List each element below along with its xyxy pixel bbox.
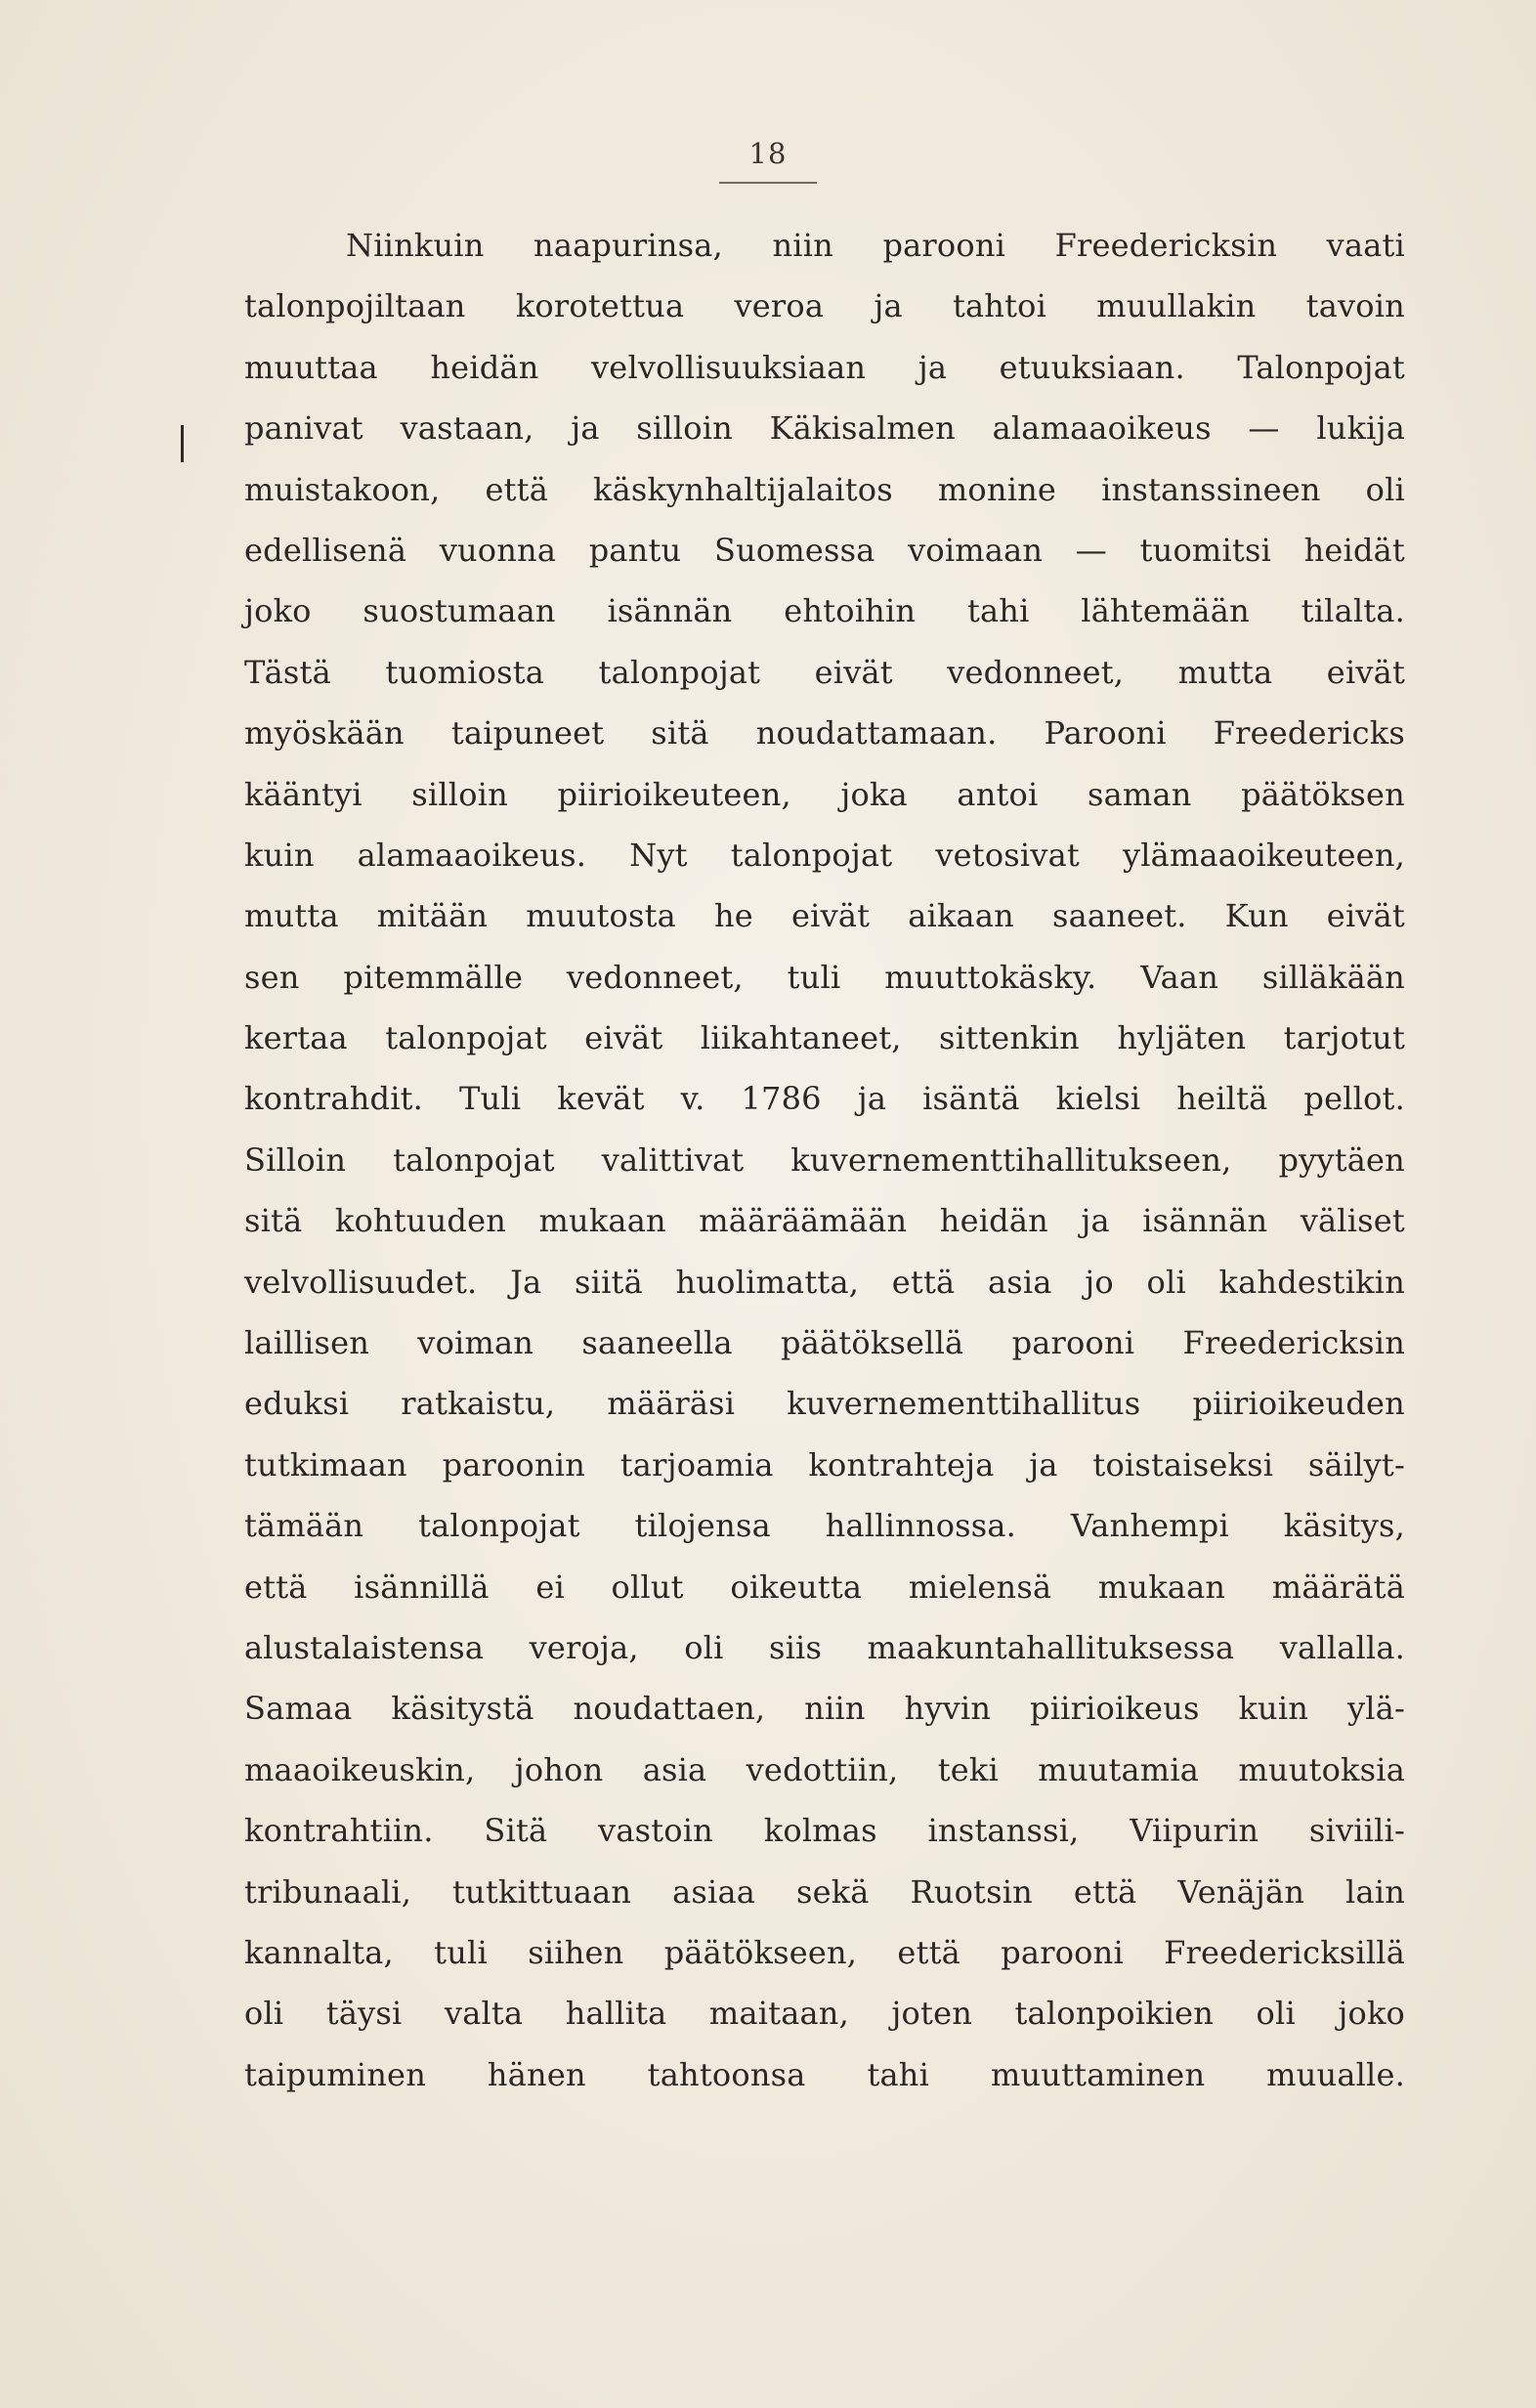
text-line: tämään talonpojat tilojensa hallinnossa. Vanhempi käsitys, (244, 1507, 1405, 1545)
text-line: Tästä tuomiosta talonpojat eivät vedonneet, mutta eivät (244, 653, 1405, 691)
text-line: kuin alamaaoikeus. Nyt talonpojat vetosivat ylämaaoikeuteen, (244, 836, 1405, 874)
text-line: tribunaali, tutkittuaan asiaa sekä Ruotsin että Venäjän lain (244, 1872, 1405, 1911)
text-line: kontrahtiin. Sitä vastoin kolmas instanssi, Viipurin siviili- (244, 1812, 1405, 1850)
body-text (244, 215, 1405, 2105)
text-line: velvollisuudet. Ja siitä huolimatta, että asia jo oli kahdestikin (244, 1263, 1405, 1301)
text-line: mutta mitään muutosta he eivät aikaan saaneet. Kun eivät (244, 897, 1405, 935)
text-line: kannalta, tuli siihen päätökseen, että parooni Freedericksillä (244, 1933, 1405, 1971)
text-line: muuttaa heidän velvollisuuksiaan ja etuuksiaan. Talonpojat (244, 348, 1405, 386)
text-line: sitä kohtuuden mukaan määräämään heidän ja isännän väliset (244, 1202, 1405, 1240)
text-line: myöskään taipuneet sitä noudattamaan. Parooni Freedericks (244, 714, 1405, 752)
page-number: 18 (748, 137, 788, 170)
text-line: kertaa talonpojat eivät liikahtaneet, sittenkin hyljäten tarjotut (244, 1019, 1405, 1057)
text-line: Silloin talonpojat valittivat kuvernementtihallitukseen, pyytäen (244, 1140, 1405, 1179)
page-number-rule (719, 182, 817, 184)
text-line: maaoikeuskin, johon asia vedottiin, teki muutamia muutoksia (244, 1750, 1405, 1788)
text-line: laillisen voiman saaneella päätöksellä parooni Freedericksin (244, 1324, 1405, 1362)
text-line: että isännillä ei ollut oikeutta mielensä mukaan määrätä (244, 1568, 1405, 1606)
text-line: tutkimaan paroonin tarjoamia kontrahteja ja toistaiseksi säilyt- (244, 1445, 1405, 1484)
text-line: eduksi ratkaistu, määräsi kuvernementtihallitus piirioikeuden (244, 1385, 1405, 1423)
text-line: edellisenä vuonna pantu Suomessa voimaan — tuomitsi heidät (244, 531, 1405, 569)
text-line: kontrahdit. Tuli kevät v. 1786 ja isäntä kielsi heiltä pellot. (244, 1080, 1405, 1118)
text-line: sen pitemmälle vedonneet, tuli muuttokäsky. Vaan silläkään (244, 958, 1405, 996)
text-line: talonpojiltaan korotettua veroa ja tahtoi muullakin tavoin (244, 287, 1405, 325)
text-line: kääntyi silloin piirioikeuteen, joka antoi saman päätöksen (244, 775, 1405, 813)
text-line: Niinkuin naapurinsa, niin parooni Freedericksin vaati (346, 227, 1405, 264)
text-line: taipuminen hänen tahtoonsa tahi muuttaminen muualle. (244, 2055, 1405, 2093)
text-line: alustalaistensa veroja, oli siis maakuntahallituksessa vallalla. (244, 1628, 1405, 1666)
text-line: oli täysi valta hallita maitaan, joten talonpoikien oli joko (244, 1995, 1405, 2033)
text-line: Samaa käsitystä noudattaen, niin hyvin piirioikeus kuin ylä- (244, 1690, 1405, 1728)
text-line: muistakoon, että käskynhaltijalaitos monine instanssineen oli (244, 470, 1405, 508)
margin-mark (181, 425, 184, 462)
text-line: panivat vastaan, ja silloin Käkisalmen alamaaoikeus — lukija (244, 409, 1405, 448)
text-line: joko suostumaan isännän ehtoihin tahi lähtemään tilalta. (244, 592, 1405, 630)
